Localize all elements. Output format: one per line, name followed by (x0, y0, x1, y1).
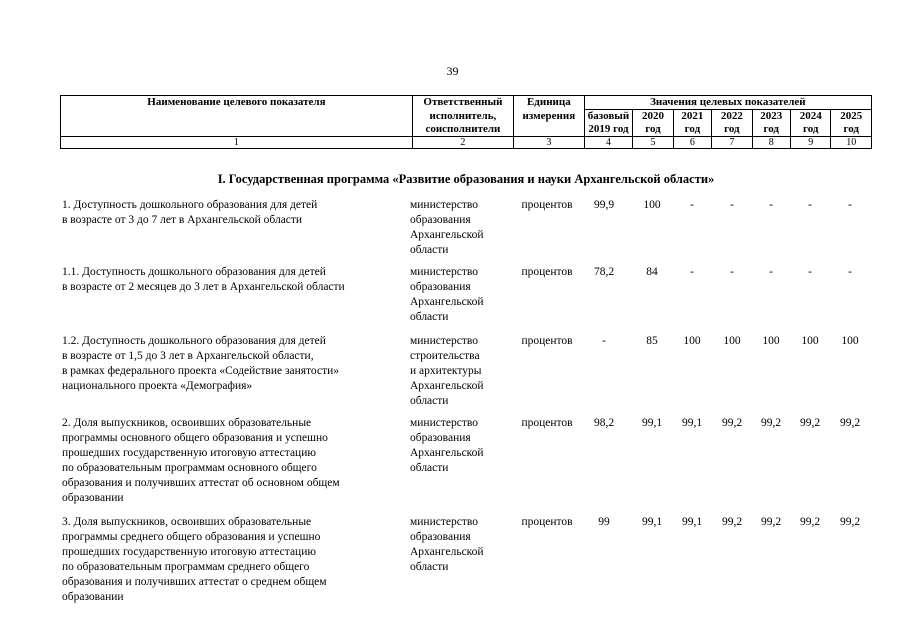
value-2025: - (848, 199, 852, 211)
column-number: 3 (513, 137, 584, 149)
header-exec-line3: соисполнители (412, 123, 513, 137)
header-year-bottom: год (831, 123, 872, 137)
value-2023: - (769, 266, 773, 278)
value-2025: - (848, 266, 852, 278)
header-year-bottom: 2019 год (584, 123, 633, 137)
value-2020: 85 (646, 335, 658, 347)
value-2024: 99,2 (799, 417, 821, 429)
indicator-name: 1. Доступность дошкольного образования для детей в возрасте от 3 до 7 лет в Архангельской области (62, 199, 318, 226)
value-2021: - (690, 266, 694, 278)
unit-of-measure: процентов (521, 516, 573, 528)
value-2024: 99,2 (799, 516, 821, 528)
value-2021: 99,1 (681, 417, 703, 429)
value-2021: 100 (683, 335, 701, 347)
value-2024: - (808, 266, 812, 278)
header-year-bottom: год (790, 123, 830, 137)
column-number: 2 (412, 137, 513, 149)
header-year-top: базовый (584, 110, 633, 124)
header-year-bottom: год (673, 123, 711, 137)
header-exec-line2: исполнитель, (412, 110, 513, 124)
indicator-name: 3. Доля выпускников, освоивших образовательные программы среднего общего образования и успешно прошедших государственную итоговую аттестацию по образовательным программам среднего общего образования и получивших аттестат о среднем общем образовании (62, 516, 327, 603)
value-2023: 99,2 (760, 417, 782, 429)
header-name: Наименование целевого показателя (61, 96, 413, 110)
value-2020: 84 (646, 266, 658, 278)
value-2024: - (808, 199, 812, 211)
column-number: 10 (831, 137, 872, 149)
column-number: 8 (752, 137, 790, 149)
value-2025: 99,2 (839, 516, 861, 528)
header-year-bottom: год (712, 123, 752, 137)
value-base-2019: 98,2 (593, 417, 615, 429)
value-2020: 100 (643, 199, 661, 211)
responsible-executor: министерство строительства и архитектуры Архангельской области (410, 335, 484, 407)
value-2023: 99,2 (760, 516, 782, 528)
table-header (60, 95, 872, 149)
header-year-top: 2022 (712, 110, 752, 124)
value-2023: - (769, 199, 773, 211)
responsible-executor: министерство образования Архангельской области (410, 199, 484, 256)
value-2022: 100 (723, 335, 741, 347)
column-number: 4 (584, 137, 633, 149)
value-2021: - (690, 199, 694, 211)
header-year-top: 2021 (673, 110, 711, 124)
page-number: 39 (446, 64, 459, 78)
unit-of-measure: процентов (521, 335, 573, 347)
header-unit-line1: Единица (513, 96, 584, 110)
header-exec-line1: Ответственный (412, 96, 513, 110)
value-base-2019: 99 (598, 516, 610, 528)
header-unit-line2: измерения (513, 110, 584, 124)
header-year-top: 2025 (831, 110, 872, 124)
value-2022: 99,2 (721, 516, 743, 528)
value-2023: 100 (762, 335, 780, 347)
value-base-2019: - (602, 335, 606, 347)
section-title: I. Государственная программа «Развитие образования и науки Архангельской области» (217, 172, 715, 186)
responsible-executor: министерство образования Архангельской области (410, 417, 484, 474)
value-2022: - (730, 266, 734, 278)
value-base-2019: 99,9 (593, 199, 615, 211)
value-2025: 99,2 (839, 417, 861, 429)
value-2022: 99,2 (721, 417, 743, 429)
value-2025: 100 (841, 335, 859, 347)
unit-of-measure: процентов (521, 417, 573, 429)
value-2020: 99,1 (641, 417, 663, 429)
value-base-2019: 78,2 (593, 266, 615, 278)
column-number: 7 (712, 137, 752, 149)
column-number: 6 (673, 137, 711, 149)
value-2021: 99,1 (681, 516, 703, 528)
header-year-bottom: год (633, 123, 673, 137)
header-year-top: 2023 (752, 110, 790, 124)
header-year-bottom: год (752, 123, 790, 137)
responsible-executor: министерство образования Архангельской области (410, 266, 484, 323)
value-2022: - (730, 199, 734, 211)
column-number: 9 (790, 137, 830, 149)
indicator-name: 2. Доля выпускников, освоивших образовательные программы основного общего образования и успешно прошедших государственную итоговую аттестацию по образовательным программам основного общего образования и получивших аттестат об основном общем образовании (62, 417, 340, 504)
column-number: 1 (61, 137, 413, 149)
responsible-executor: министерство образования Архангельской области (410, 516, 484, 573)
indicator-name: 1.1. Доступность дошкольного образования для детей в возрасте от 2 месяцев до 3 лет в Архангельской области (62, 266, 345, 293)
unit-of-measure: процентов (521, 199, 573, 211)
header-year-top: 2020 (633, 110, 673, 124)
value-2024: 100 (801, 335, 819, 347)
column-number: 5 (633, 137, 673, 149)
header-year-top: 2024 (790, 110, 830, 124)
value-2020: 99,1 (641, 516, 663, 528)
unit-of-measure: процентов (521, 266, 573, 278)
header-values: Значения целевых показателей (584, 96, 871, 110)
indicator-name: 1.2. Доступность дошкольного образования для детей в возрасте от 1,5 до 3 лет в Архангельской области, в рамках федерального проекта «Содействие занятости» национального проекта «Демография» (62, 335, 339, 392)
